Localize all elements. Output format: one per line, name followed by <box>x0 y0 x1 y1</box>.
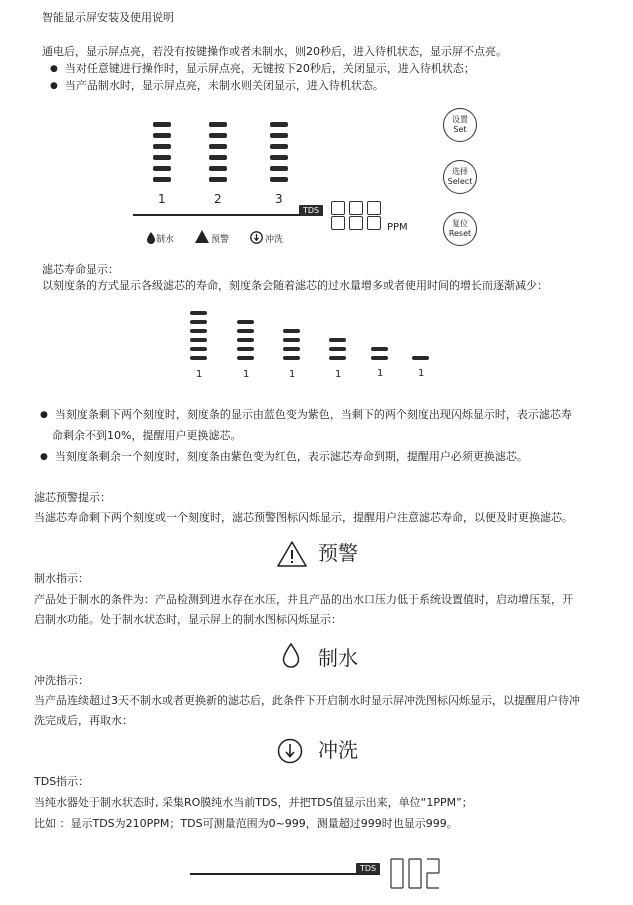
make-water-heading: 制水指示： <box>34 572 89 585</box>
filter-bar-segment <box>153 166 171 171</box>
filter-bar-segment <box>270 166 288 171</box>
make-water-line2: 启制水功能。处于制水状态时，显示屏上的制水图标闪烁显示： <box>34 613 342 626</box>
select-button-cn: 选择 <box>452 167 468 176</box>
filter-bar-segment <box>153 177 171 182</box>
filter-life-desc: 以刻度条的方式显示各级滤芯的寿命，刻度条会随着滤芯的过水量增多或者使用时间的增长而逐渐减少： <box>42 279 548 292</box>
life-bar-label: 1 <box>335 369 342 380</box>
make-water-label: 制水 <box>318 646 358 670</box>
life-bar-segment <box>371 347 388 351</box>
flush-line1: 当产品连续超过3天不制水或者更换新的滤芯后，此条件下开启制水时显示屏冲洗图标闪烁显示，以提醒用户待冲 <box>34 694 580 707</box>
life-bar-segment <box>190 356 207 360</box>
life-bar-segment <box>329 356 346 360</box>
life-bar-segment <box>371 356 388 360</box>
reset-button-en: Reset <box>448 229 472 238</box>
set-button-cn: 设置 <box>452 115 468 124</box>
water-drop-icon <box>147 232 155 244</box>
filter-bar-segment <box>270 133 288 138</box>
warning-triangle-icon <box>195 230 209 243</box>
ppm-unit: PPM <box>387 222 408 233</box>
select-button-en: Select <box>447 177 473 186</box>
filter-bar-segment <box>209 144 227 149</box>
life-bar-segment <box>412 356 429 360</box>
life-bar-segment <box>283 338 300 342</box>
filter-life-bullet-2: ● 当刻度条剩余一个刻度时，刻度条由紫色变为红色，表示滤芯寿命到期，提醒用户必须更换滤芯。 <box>40 449 528 466</box>
tds-segment-display <box>389 857 441 891</box>
tds-line1: 当纯水器处于制水状态时, 采集RO膜纯水当前TDS，并把TDS值显示出来，单位“1PPM”； <box>34 796 473 809</box>
filter-bar-segment <box>153 155 171 160</box>
icon-label-flush: 冲洗 <box>265 235 284 245</box>
icon-label-warning: 预警 <box>211 235 230 245</box>
filter-life-bullet-1: ● 当刻度条剩下两个刻度时，刻度条的显示由蓝色变为紫色，当剩下的两个刻度出现闪烁显示时，表示滤芯寿 <box>40 407 572 424</box>
filter-bar-segment <box>209 155 227 160</box>
life-bar-segment <box>283 356 300 360</box>
life-bar-label: 1 <box>418 368 425 379</box>
flush-arrow-icon <box>250 231 263 244</box>
life-bar-segment <box>190 338 207 342</box>
warning-tip-heading: 滤芯预警提示： <box>34 491 111 504</box>
life-bar-segment <box>329 347 346 351</box>
warning-tip-desc: 当滤芯寿命剩下两个刻度或一个刻度时，滤芯预警图标闪烁显示，提醒用户注意滤芯寿命，以便及时更换滤芯。 <box>34 511 573 524</box>
filter-bar-segment <box>270 144 288 149</box>
filter-bar-segment <box>153 133 171 138</box>
filter-bar-segment <box>209 122 227 127</box>
filter-life-heading: 滤芯寿命显示： <box>42 263 119 276</box>
life-bar-segment <box>190 311 207 315</box>
tds-heading: TDS指示： <box>34 775 90 788</box>
segment-display-888 <box>330 200 384 232</box>
icon-label-make-water: 制水 <box>156 235 175 245</box>
tds-tag: TDS <box>299 205 323 216</box>
life-bar-segment <box>190 347 207 351</box>
life-bar-label: 1 <box>196 369 203 380</box>
life-bar-segment <box>283 347 300 351</box>
flush-arrow-icon-large <box>277 738 303 764</box>
intro-line: 通电后，显示屏点亮，若没有按键操作或者未制水，则20秒后，进入待机状态，显示屏不点亮。 <box>42 45 507 58</box>
water-drop-icon-large <box>282 643 300 669</box>
life-bar-label: 1 <box>377 368 384 379</box>
filter-number-2: 2 <box>214 192 222 206</box>
filter-bar-segment <box>209 133 227 138</box>
filter-bar-segment <box>209 166 227 171</box>
tds-line2: 比如 ：显示TDS为210PPM；TDS可测量范围为0~999，测量超过999时也显示999。 <box>34 817 458 830</box>
warning-label: 预警 <box>318 541 358 565</box>
make-water-line1: 产品处于制水的条件为：产品检测到进水存在水压，并且产品的出水口压力低于系统设置值时，启动增压泵，开 <box>34 593 573 606</box>
life-bar-label: 1 <box>289 369 296 380</box>
life-bar-segment <box>329 338 346 342</box>
tds-example-tag: TDS <box>356 863 380 874</box>
warning-triangle-icon-large <box>276 540 308 568</box>
filter-bar-segment <box>270 177 288 182</box>
tds-example-baseline <box>190 873 380 875</box>
life-bar-segment <box>237 329 254 333</box>
filter-bar-segment <box>153 122 171 127</box>
life-bar-segment <box>237 320 254 324</box>
filter-bar-segment <box>270 155 288 160</box>
set-button-en: Set <box>453 125 467 134</box>
intro-bullet-2: ● 当产品制水时，显示屏点亮，未制水则关闭显示，进入待机状态。 <box>50 78 384 95</box>
filter-number-1: 1 <box>158 192 166 206</box>
life-bar-segment <box>190 329 207 333</box>
intro-bullet-1: ● 当对任意键进行操作时，显示屏点亮，无键按下20秒后，关闭显示，进入待机状态； <box>50 61 475 78</box>
filter-bar-segment <box>270 122 288 127</box>
life-bar-segment <box>237 347 254 351</box>
flush-heading: 冲洗指示： <box>34 674 89 687</box>
reset-button[interactable] <box>443 212 477 246</box>
display-baseline <box>133 214 323 216</box>
life-bar-segment <box>237 338 254 342</box>
flush-line2: 洗完成后，再取水： <box>34 714 133 727</box>
doc-title: 智能显示屏安装及使用说明 <box>42 11 174 24</box>
life-bar-label: 1 <box>243 369 250 380</box>
filter-bar-segment <box>153 144 171 149</box>
life-bar-segment <box>237 356 254 360</box>
select-button[interactable] <box>443 160 477 194</box>
life-bar-segment <box>190 320 207 324</box>
set-button[interactable] <box>443 108 477 142</box>
reset-button-cn: 复位 <box>452 219 468 228</box>
filter-life-bullet-1-cont: 命剩余不到10%，提醒用户更换滤芯。 <box>52 429 242 442</box>
filter-number-3: 3 <box>275 192 283 206</box>
life-bar-segment <box>283 329 300 333</box>
filter-bar-segment <box>209 177 227 182</box>
flush-label: 冲洗 <box>318 738 358 762</box>
